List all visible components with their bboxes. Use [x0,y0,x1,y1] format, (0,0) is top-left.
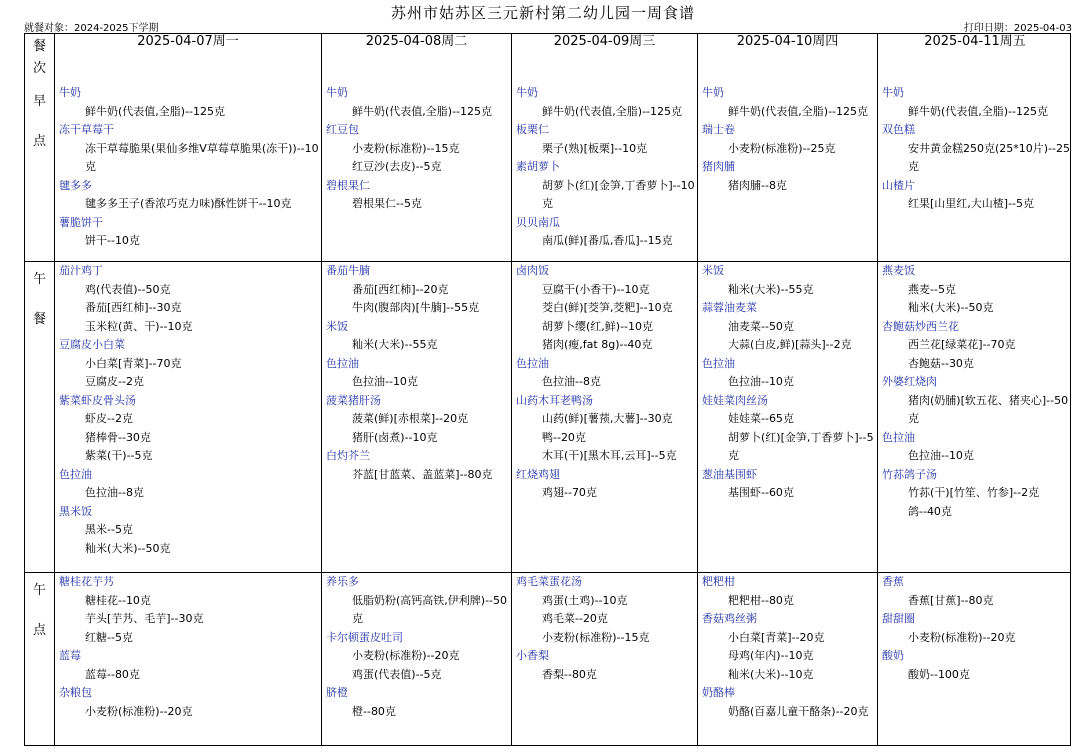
dish-name: 养乐多 [326,575,359,588]
dish-name: 竹荪鸽子汤 [882,467,937,481]
ingredient-item: 猪肉(瘦,fat 8g)--40克 [542,338,653,351]
ingredient-item: 牛肉(腹部肉)[牛腩]--55克 [352,301,480,314]
dish-name: 杂粮包 [59,686,92,699]
ingredient-item: 芋头[芋艿、毛芋]--30克 [85,612,204,625]
menu-table [24,33,1071,746]
ingredient-item: 豆腐干(小香干)--10克 [542,282,650,296]
dish-name: 杏鲍菇炒西兰花 [882,319,959,333]
ingredient-item: 碧根果仁--5克 [352,197,422,210]
ingredient-item: 鲜牛奶(代表值,全脂)--125克 [728,104,869,118]
dish-name: 素胡萝卜 [516,160,560,173]
ingredient-item: 油麦菜--50克 [728,319,794,333]
dish-name: 色拉油 [702,356,735,370]
dish-name: 牛奶 [59,86,81,99]
dish-name: 毽多多 [59,178,92,192]
ingredient-item: 鲜牛奶(代表值,全脂)--125克 [352,104,493,118]
ingredient-item: 栗子(熟)[板栗]--10克 [542,141,648,155]
dish-name: 色拉油 [59,467,92,481]
ingredient-item: 小麦粉(标准粉)--20克 [908,630,1016,644]
meal-cell [55,573,321,745]
ingredient-item: 籼米(大米)--55克 [728,282,814,296]
dish-name: 鸡毛菜蛋花汤 [516,575,582,588]
ingredient-item: 西兰花[绿菜花]--70克 [908,338,1016,351]
meal-cell [512,262,697,572]
dish-name: 脐橙 [326,686,348,699]
ingredient-item: 籼米(大米)--50克 [85,541,171,555]
ingredient-item: 小麦粉(标准粉)--20克 [352,649,460,662]
meal-cell [878,84,1072,261]
ingredient-item: 木耳(干)[黑木耳,云耳]--5克 [542,449,677,462]
ingredient-item: 毽多多王子(香浓巧克力味)酥性饼干--10克 [85,197,292,210]
ingredient-item: 红糖--5克 [85,630,133,644]
dish-name: 蓝莓 [59,649,81,662]
ingredient-item: 黑米--5克 [85,523,133,536]
ingredient-item: 糖桂花--10克 [85,593,151,607]
ingredient-item: 小麦粉(标准粉)--20克 [85,704,193,718]
dish-name: 山楂片 [882,178,915,192]
ingredient-item: 粑粑柑--80克 [728,593,794,607]
dish-name: 猪肉脯 [702,160,735,173]
ingredient-item: 安井黄金糕250克(25*10片)--25克 [908,141,1071,173]
ingredient-item: 橙--80克 [352,704,396,718]
ingredient-item: 番茄[西红柿]--30克 [85,301,182,314]
meal-cell [55,84,321,261]
dish-name: 色拉油 [326,356,359,370]
dish-name: 牛奶 [702,86,724,99]
ingredient-item: 猪肉(奶脯)[软五花、猪夹心]--50克 [908,393,1069,425]
dish-name: 酸奶 [882,649,904,662]
ingredient-item: 鸡(代表值)--50克 [85,282,171,296]
dish-name: 双色糕 [882,123,915,136]
dish-name: 瑞士卷 [702,123,735,136]
dish-name: 番茄牛腩 [326,264,370,277]
dish-name: 米饭 [326,319,348,333]
ingredient-item: 胡萝卜缨(红,鲜)--10克 [542,319,654,333]
meal-label-text: 午餐 [32,272,46,327]
dish-name: 茄汁鸡丁 [59,264,103,277]
ingredient-item: 小白菜[青菜]--20克 [728,630,825,644]
day-header: 2025-04-09周三 [553,34,656,49]
meal-cell [512,573,697,745]
ingredient-item: 饼干--10克 [85,234,140,247]
ingredient-item: 籼米(大米)--55克 [352,338,438,351]
ingredient-item: 杏鲍菇--30克 [908,356,974,370]
meal-cell [698,262,877,572]
ingredient-item: 猪肝(卤煮)--10克 [352,430,438,444]
ingredient-item: 低脂奶粉(高钙高铁,伊利牌)--50克 [352,593,508,625]
meal-cell [698,573,877,745]
ingredient-item: 籼米(大米)--50克 [908,301,994,314]
ingredient-item: 小白菜[青菜]--70克 [85,356,182,370]
dish-name: 色拉油 [882,430,915,444]
meal-label-snack [25,571,54,651]
dish-name: 菠菜猪肝汤 [326,393,381,407]
ingredient-item: 小麦粉(标准粉)--15克 [542,630,650,644]
dish-name: 色拉油 [516,356,549,370]
dish-name: 板栗仁 [516,123,549,136]
ingredient-item: 籼米(大米)--10克 [728,667,814,681]
dish-name: 蒜蓉油麦菜 [702,301,757,314]
meal-cell [322,84,511,261]
ingredient-item: 色拉油--8克 [542,375,601,388]
ingredient-item: 山药(鲜)[薯蓣,大薯]--30克 [542,412,673,425]
ingredient-item: 奶酪(百嘉儿童干酪条)--20克 [728,704,869,718]
ingredient-item: 胡萝卜(红)[金笋,丁香萝卜]--5克 [728,430,874,462]
dish-name: 碧根果仁 [326,178,370,192]
ingredient-item: 鸡蛋(代表值)--5克 [352,667,442,681]
dish-name: 牛奶 [882,86,904,99]
ingredient-item: 虾皮--2克 [85,412,133,425]
dish-name: 燕麦饭 [882,264,915,277]
ingredient-item: 基围虾--60克 [728,486,794,499]
ingredient-item: 酸奶--100克 [908,667,970,681]
ingredient-item: 南瓜(鲜)[番瓜,香瓜]--15克 [542,234,673,247]
corner-header [25,36,54,80]
meal-cell [878,573,1072,745]
ingredient-item: 香蕉[甘蕉]--80克 [908,593,994,607]
ingredient-item: 小麦粉(标准粉)--25克 [728,141,836,155]
ingredient-item: 色拉油--10克 [352,375,418,388]
ingredient-item: 鲜牛奶(代表值,全脂)--125克 [908,104,1049,118]
dish-name: 小香梨 [516,649,549,662]
ingredient-item: 竹荪(干)[竹笙、竹参]--2克 [908,486,1040,499]
meal-cell [322,262,511,572]
dish-name: 甜甜圈 [882,612,915,625]
ingredient-item: 小麦粉(标准粉)--15克 [352,141,460,155]
dish-name: 卤肉饭 [516,264,549,277]
dish-name: 糖桂花芋艿 [59,575,114,588]
ingredient-item: 色拉油--10克 [728,375,794,388]
ingredient-item: 冻干草莓脆果(果仙多维V草莓草脆果(冻干))--10克 [85,141,319,173]
ingredient-item: 红果[山里红,大山楂]--5克 [908,197,1035,210]
ingredient-item: 玉米粒(黄、干)--10克 [85,319,193,333]
dish-name: 外婆红烧肉 [882,375,937,388]
ingredient-item: 猪棒骨--30克 [85,430,151,444]
dish-name: 米饭 [702,264,724,277]
ingredient-item: 鸡毛菜--20克 [542,612,608,625]
day-header: 2025-04-08周二 [365,34,468,49]
ingredient-item: 番茄[西红柿]--20克 [352,282,449,296]
dish-name: 贝贝南瓜 [516,215,560,229]
ingredient-item: 红豆沙(去皮)--5克 [352,160,442,173]
ingredient-item: 菠菜(鲜)[赤根菜]--20克 [352,412,469,425]
dish-name: 卡尔顿蛋皮吐司 [326,630,403,644]
ingredient-item: 鸽--40克 [908,504,952,518]
ingredient-item: 猪肉脯--8克 [728,178,787,192]
dish-name: 香蕉 [882,575,904,588]
dish-name: 山药木耳老鸭汤 [516,393,593,407]
dish-name: 豆腐皮小白菜 [59,338,125,351]
ingredient-item: 鸡蛋(土鸡)--10克 [542,593,628,607]
meal-label-breakfast [25,82,54,162]
ingredient-item: 香梨--80克 [542,667,597,681]
day-header: 2025-04-11周五 [924,34,1026,49]
ingredient-item: 胡萝卜(红)[金笋,丁香萝卜]--10克 [542,178,695,210]
ingredient-item: 色拉油--10克 [908,449,974,462]
ingredient-item: 蓝莓--80克 [85,667,140,681]
ingredient-item: 鸭--20克 [542,430,586,444]
ingredient-item: 燕麦--5克 [908,282,956,296]
ingredient-item: 色拉油--8克 [85,486,144,499]
print-date: 打印日期：2025-04-03 [963,23,1072,34]
ingredient-item: 豆腐皮--2克 [85,375,144,388]
meal-cell [322,573,511,745]
ingredient-item: 娃娃菜--65克 [728,412,794,425]
meal-cell [512,84,697,261]
meal-label-text: 午点 [32,583,46,638]
dish-name: 红烧鸡翅 [516,467,560,481]
dish-name: 娃娃菜肉丝汤 [702,393,768,407]
meal-cell [878,262,1072,572]
ingredient-item: 紫菜(干)--5克 [85,449,153,462]
page-title: 苏州市姑苏区三元新村第二幼儿园一周食谱 [390,4,695,22]
target-label: 就餐对象：2024-2025下学期 [24,23,159,34]
dish-name: 香菇鸡丝粥 [702,612,757,625]
meal-label-lunch [25,260,54,340]
corner-label: 餐次 [32,39,46,76]
dish-name: 奶酪棒 [702,686,735,699]
meal-cell [698,84,877,261]
dish-name: 牛奶 [516,86,538,99]
dish-name: 粑粑柑 [702,575,735,588]
ingredient-item: 茭白(鲜)[茭笋,茭粑]--10克 [542,301,673,314]
dish-name: 白灼芥兰 [326,449,370,462]
day-header: 2025-04-07周一 [137,34,239,49]
ingredient-item: 鲜牛奶(代表值,全脂)--125克 [542,104,683,118]
dish-name: 冻干草莓干 [59,123,114,136]
meal-label-text: 早点 [32,94,46,149]
ingredient-item: 鸡翅--70克 [542,486,597,499]
ingredient-item: 大蒜(白皮,鲜)[蒜头]--2克 [728,338,852,351]
ingredient-item: 母鸡(年内)--10克 [728,649,814,662]
dish-name: 薯脆饼干 [59,215,103,229]
dish-name: 红豆包 [326,123,359,136]
day-header: 2025-04-10周四 [736,34,839,49]
ingredient-item: 芥蓝[甘蓝菜、盖蓝菜]--80克 [352,467,493,481]
dish-name: 黑米饭 [59,504,92,518]
dish-name: 牛奶 [326,86,348,99]
meal-cell [55,262,321,572]
dish-name: 葱油基围虾 [702,467,757,481]
dish-name: 紫菜虾皮骨头汤 [59,393,136,407]
ingredient-item: 鲜牛奶(代表值,全脂)--125克 [85,104,226,118]
